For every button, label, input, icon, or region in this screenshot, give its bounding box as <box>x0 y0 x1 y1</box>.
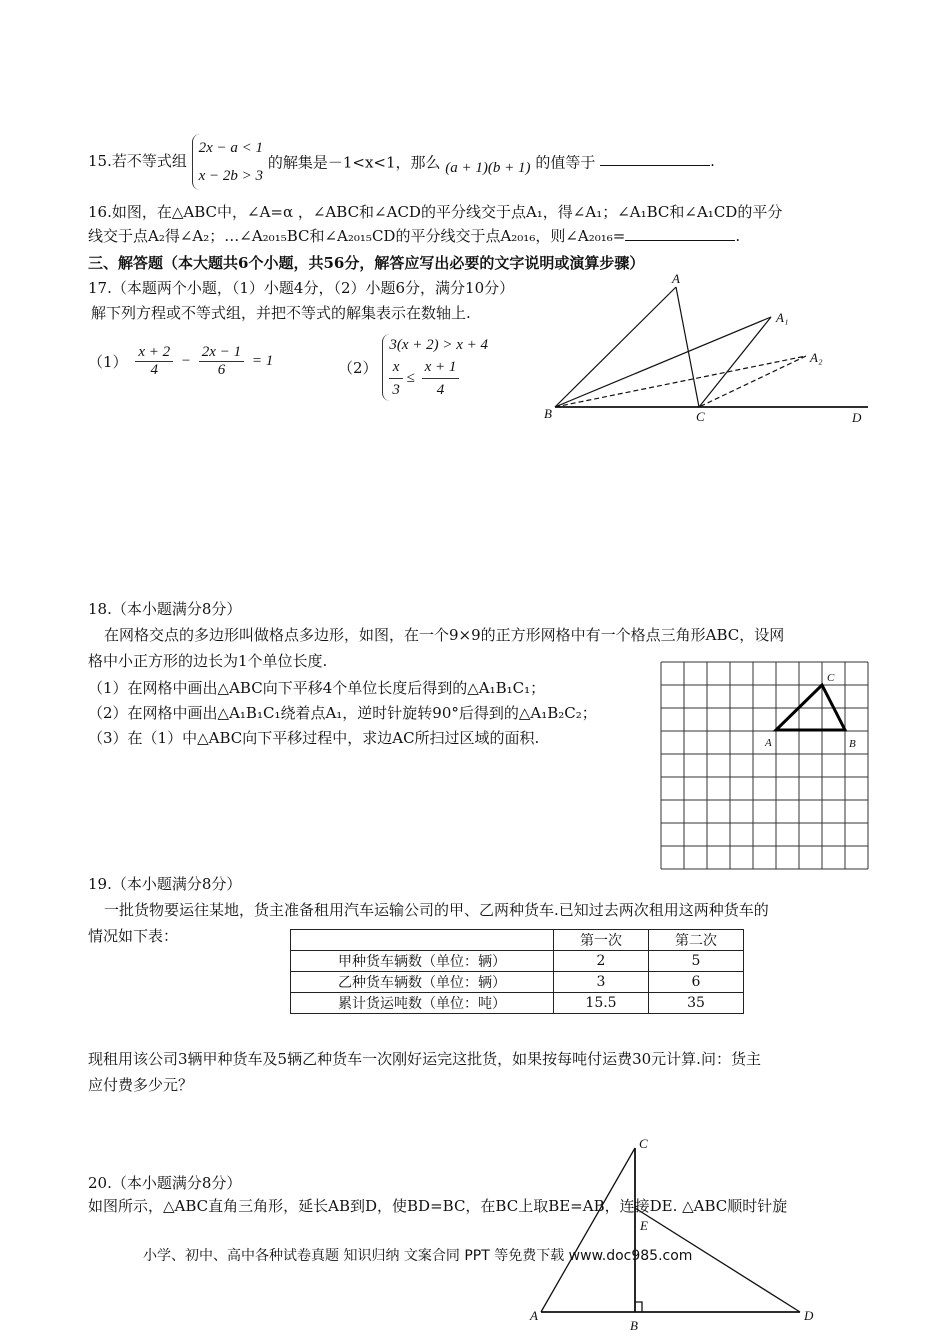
q19-para3: 现租用该公司3辆甲种货车及5辆乙种货车一次刚好运完这批货，如果按每吨付运费30元计算.问：货主 <box>88 1050 761 1068</box>
label-E: E <box>640 1218 648 1233</box>
q18-header: 18.（本小题满分8分） <box>88 600 242 618</box>
label-B: B <box>849 738 856 750</box>
label-B: B <box>544 406 552 421</box>
rhs: = 1 <box>251 353 274 369</box>
cell: 累计货运吨数（单位：吨） <box>291 993 554 1014</box>
label-A: A <box>765 737 772 749</box>
q17-header: 17.（本题两个小题，（1）小题4分，（2）小题6分，满分10分） <box>88 279 515 297</box>
table-row <box>291 993 744 1014</box>
label-B: B <box>630 1318 638 1333</box>
table-row <box>291 951 744 972</box>
q15-line1: 2x − a < 1 <box>198 140 264 156</box>
cell: 甲种货车辆数（单位：辆） <box>291 951 554 972</box>
q19-header: 19.（本小题满分8分） <box>88 875 242 893</box>
cell: 2 <box>554 951 649 972</box>
p2-line1: 3(x + 2) > x + 4 <box>389 337 488 353</box>
q18-para1: 在网格交点的多边形叫做格点多边形，如图，在一个9×9的正方形网格中有一个格点三角形ABC，设网 <box>104 626 785 644</box>
right-triangle-figure <box>0 1130 950 1344</box>
cell: 35 <box>649 993 744 1014</box>
cell: 乙种货车辆数（单位：辆） <box>291 972 554 993</box>
numerator: x <box>389 356 403 379</box>
table-row <box>291 972 744 993</box>
label-A2: A₂ <box>810 350 823 365</box>
cell: 3 <box>554 972 649 993</box>
label-C: C <box>696 409 705 424</box>
operator: ≤ <box>406 369 415 386</box>
q19-para1: 一批货物要运往某地，货主准备租用汽车运输公司的甲、乙两种货车.已知过去两次租用这两种货车的 <box>104 901 769 919</box>
table-header-row <box>291 930 744 951</box>
label-D: D <box>852 410 862 425</box>
header-cell <box>291 930 554 951</box>
label-C: C <box>827 672 835 684</box>
footer-watermark: 小学、初中、高中各种试卷真题 知识归纳 文案合同 PPT 等免费下载 www.doc985.com <box>143 1248 693 1264</box>
header-cell: 第二次 <box>649 930 744 951</box>
q20-header: 20.（本小题满分8分） <box>88 1174 242 1192</box>
q15-mid: 的解集是－1<x<1，那么 <box>267 153 441 172</box>
numerator: 2x − 1 <box>199 344 244 362</box>
numerator: x + 2 <box>135 344 173 362</box>
label-A: A <box>530 1308 538 1323</box>
q20-para1: 如图所示，△ABC直角三角形，延长AB到D，使BD=BC，在BC上取BE=AB，连接DE. △ABC顺时针旋 <box>88 1197 788 1215</box>
cell: 6 <box>649 972 744 993</box>
q15-line2: x − 2b > 3 <box>198 168 264 184</box>
q18-item: （3）在（1）中△ABC向下平移过程中，求边AC所扫过区域的面积. <box>88 729 540 747</box>
denominator: 6 <box>217 362 226 378</box>
truck-table <box>290 929 744 1014</box>
q18-para2: 格中小正方形的边长为1个单位长度. <box>88 652 328 670</box>
part-label: （2） <box>338 359 378 377</box>
label-A: A <box>672 271 680 286</box>
grid-figure <box>655 658 875 870</box>
q19-para4: 应付费多少元？ <box>88 1076 194 1094</box>
denominator: 4 <box>150 362 158 378</box>
q16-line1: 16.如图，在△ABC中，∠A=α ，∠ABC和∠ACD的平分线交于点A₁，得∠A₁；∠A₁BC和∠A₁CD的平分 <box>88 203 783 221</box>
label-A1: A₁ <box>776 310 789 325</box>
q17-instruction: 解下列方程或不等式组，并把不等式的解集表示在数轴上. <box>91 304 471 322</box>
q18-items <box>88 676 597 751</box>
q15-suffix: 的值等于 <box>535 153 596 172</box>
q19-para2: 情况如下表： <box>88 927 179 945</box>
q18-item: （2）在网格中画出△A₁B₁C₁绕着点A₁，逆时针旋转90°后得到的△A₁B₂C₂； <box>88 704 597 722</box>
q16-end: . <box>735 227 741 245</box>
numerator: x + 1 <box>422 356 460 379</box>
q16-line2: 线交于点A₂得∠A₂；…∠A₂₀₁₅BC和∠A₂₀₁₅CD的平分线交于点A₂₀₁₆，则∠A₂₀₁₆= <box>88 227 626 245</box>
q15-expr: (a + 1)(b + 1) <box>445 160 531 176</box>
denominator: 4 <box>436 382 445 398</box>
cell: 15.5 <box>554 993 649 1014</box>
label-C: C <box>639 1136 648 1151</box>
label-D: D <box>804 1308 814 1323</box>
q18-item: （1）在网格中画出△ABC向下平移4个单位长度后得到的△A₁B₁C₁； <box>88 679 546 697</box>
angle-bisector-figure <box>0 0 950 440</box>
header-cell: 第一次 <box>554 930 649 951</box>
section-heading: 三、解答题（本大题共6个小题，共56分，解答应写出必要的文字说明或演算步骤） <box>88 254 645 272</box>
part-label: （1） <box>88 353 128 371</box>
cell: 5 <box>649 951 744 972</box>
q15-prefix: 15.若不等式组 <box>88 152 187 170</box>
operator: − <box>180 353 192 369</box>
q15-end: . <box>710 152 715 170</box>
denominator: 3 <box>392 382 400 398</box>
